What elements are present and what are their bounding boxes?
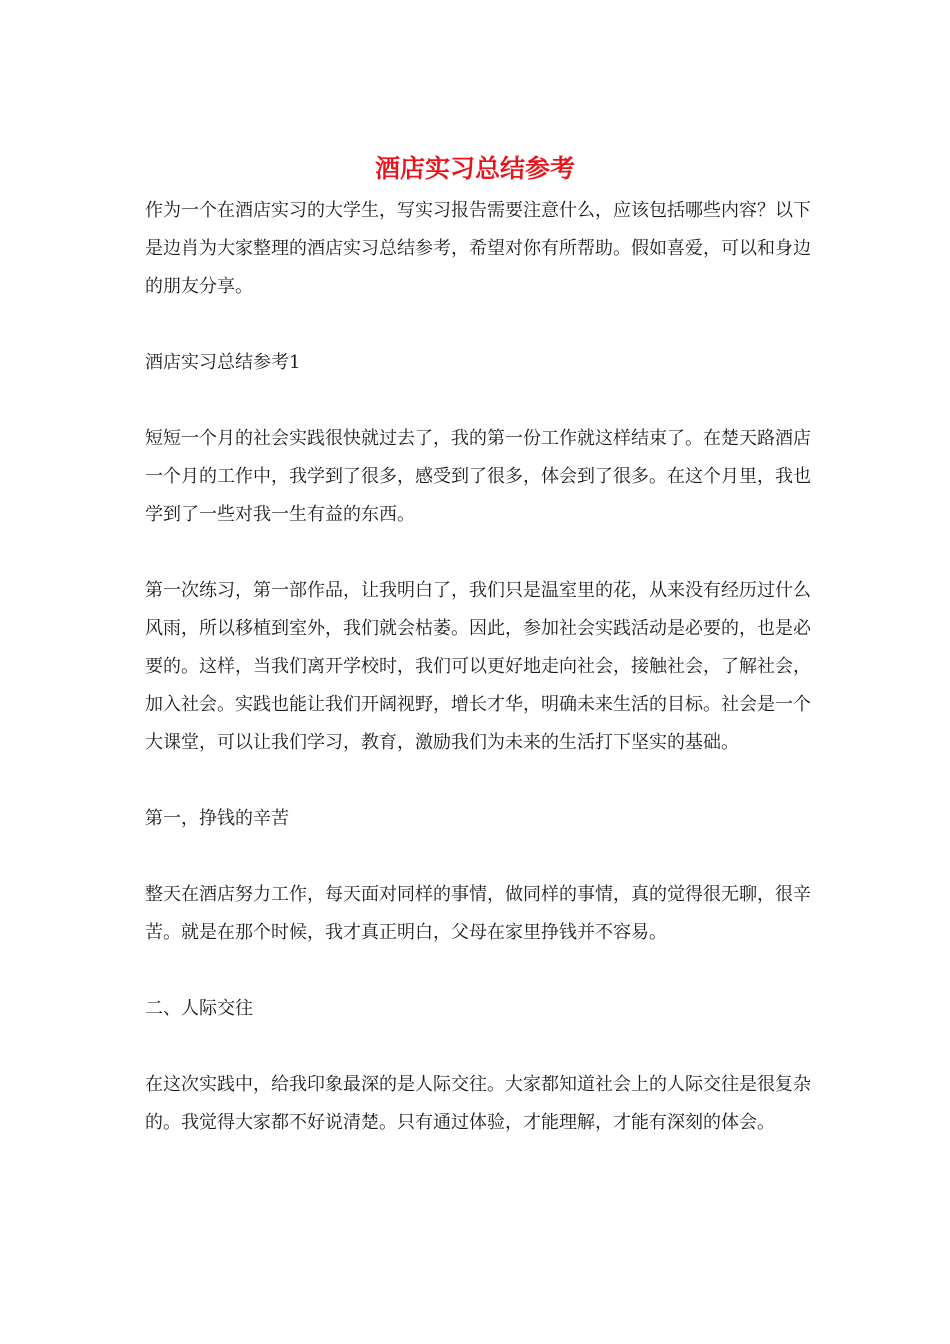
body-paragraph: 短短一个月的社会实践很快就过去了，我的第一份工作就这样结束了。在楚天路酒店一个月的工作中，我学到了很多，感受到了很多，体会到了很多。在这个月里，我也学到了一些对我一生有益的东西。 [145,428,811,525]
subheading-earning-money: 第一，挣钱的辛苦 [145,808,289,829]
body-paragraph: 整天在酒店努力工作，每天面对同样的事情，做同样的事情，真的觉得很无聊，很辛苦。就是在那个时候，我才真正明白，父母在家里挣钱并不容易。 [145,884,811,943]
body-paragraph: 在这次实践中，给我印象最深的是人际交往。大家都知道社会上的人际交往是很复杂的。我觉得大家都不好说清楚。只有通过体验，才能理解，才能有深刻的体会。 [145,1074,811,1133]
section-heading-1: 酒店实习总结参考1 [145,352,301,373]
subheading-interpersonal: 二、人际交往 [145,998,253,1019]
intro-paragraph: 作为一个在酒店实习的大学生，写实习报告需要注意什么，应该包括哪些内容？以下是边肖为大家整理的酒店实习总结参考，希望对你有所帮助。假如喜爱，可以和身边的朋友分享。 [145,200,811,297]
document-body [145,192,815,1180]
body-paragraph: 第一次练习，第一部作品，让我明白了，我们只是温室里的花，从来没有经历过什么风雨，所以移植到室外，我们就会枯萎。因此，参加社会实践活动是必要的，也是必要的。这样，当我们离开学校时，我们可以更好地走向社会，接触社会，了解社会，加入社会。实践也能让我们开阔视野，增长才华，明确未来生活的目标。社会是一个大课堂，可以让我们学习，教育，激励我们为未来的生活打下坚实的基础。 [145,580,811,753]
document-title: 酒店实习总结参考 [374,154,575,183]
